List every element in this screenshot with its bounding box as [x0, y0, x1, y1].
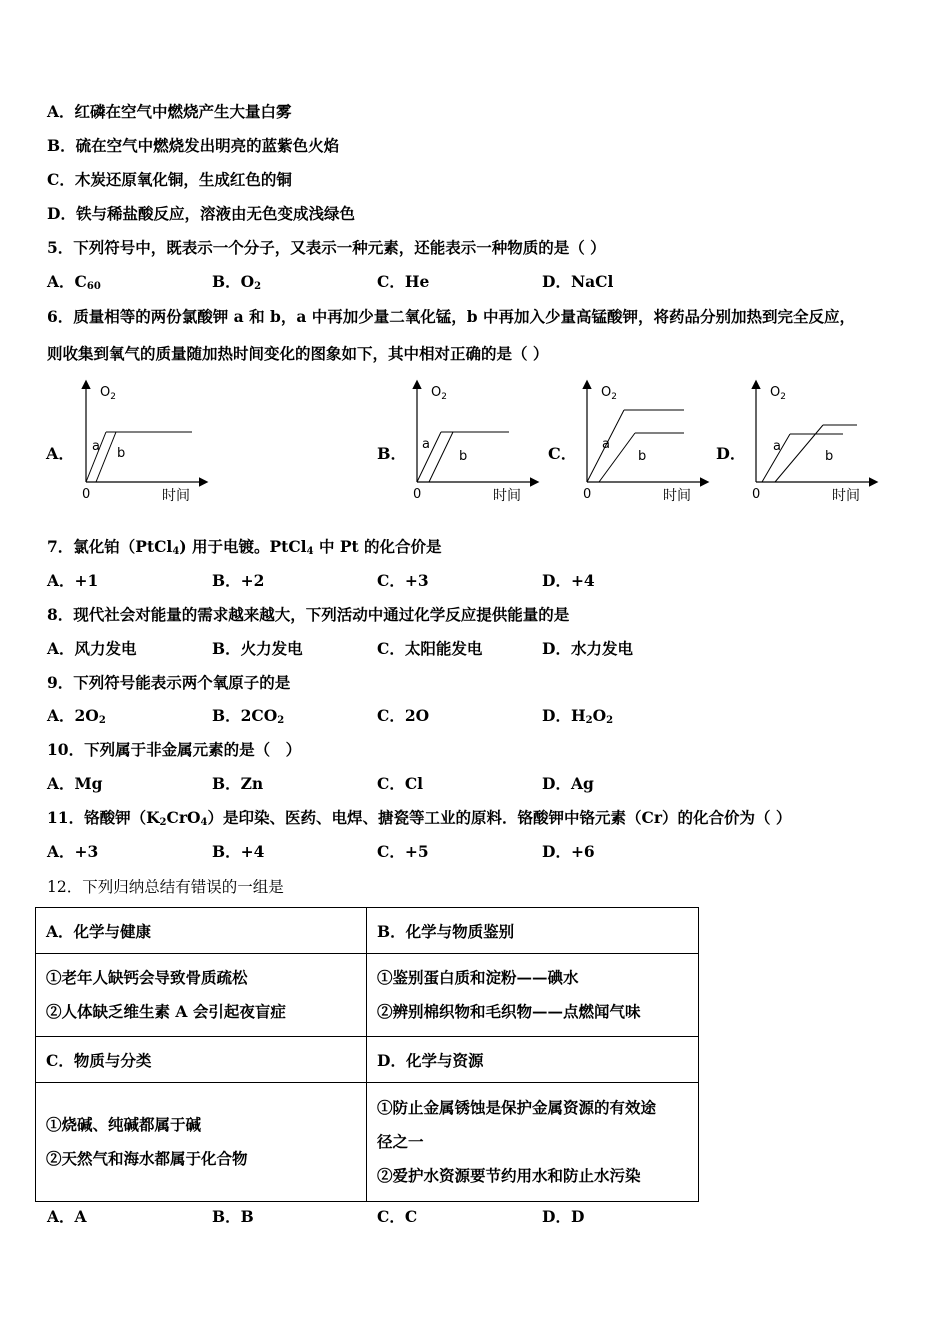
q12-option-c: C．C — [377, 1207, 418, 1226]
q11-option-b: B．+4 — [212, 842, 265, 861]
svg-text:O2: $O_2$ — [770, 385, 786, 402]
svg-text:O2: $O_2$ — [601, 385, 617, 402]
q6-label-a: A． — [46, 444, 75, 463]
q10-option-a: A．Mg — [47, 774, 103, 793]
q10-option-d: D．Ag — [542, 774, 594, 793]
svg-text:b: b — [825, 449, 834, 464]
q9-stem: 9．下列符号能表示两个氧原子的是 — [47, 673, 291, 692]
q12-option-a: A．A — [47, 1207, 87, 1226]
table-cell-a-body: ①老年人缺钙会导致骨质疏松 ②人体缺乏维生素 A 会引起夜盲症 — [36, 954, 367, 1037]
svg-text:0: 0 — [752, 487, 761, 502]
q8-option-a: A．风力发电 — [47, 639, 137, 658]
q9-option-b: B．$2CO_2$ — [212, 706, 285, 726]
q7-option-d: D．+4 — [542, 571, 595, 590]
svg-text:时间: 时间 — [162, 488, 190, 504]
q6-graph-b — [406, 378, 546, 512]
svg-text:时间: 时间 — [493, 488, 521, 504]
q9-option-c: C．2O — [377, 706, 430, 725]
table-cell-d-head: D．化学与资源 — [367, 1037, 699, 1083]
svg-text:a: a — [422, 437, 430, 452]
table-cell-d-body: ①防止金属锈蚀是保护金属资源的有效途 径之一 ②爱护水资源要节约用水和防止水污染 — [367, 1083, 699, 1202]
q10-option-b: B．Zn — [212, 774, 264, 793]
q6-stem-line1: 6．质量相等的两份氯酸钾 a 和 b，a 中再加少量二氧化锰，b 中再加入少量高锰酸钾，将药品分别加热到完全反应， — [47, 307, 856, 326]
table-cell-a-head: A．化学与健康 — [36, 908, 367, 954]
q6-graph-a — [75, 378, 215, 512]
q7-option-a: A．+1 — [47, 571, 99, 590]
q11-option-c: C．+5 — [377, 842, 429, 861]
table-cell-b-body: ①鉴别蛋白质和淀粉——碘水 ②辨别棉织物和毛织物——点燃闻气味 — [367, 954, 699, 1037]
table-cell-c-body: ①烧碱、纯碱都属于碱 ②天然气和海水都属于化合物 — [36, 1083, 367, 1202]
q12-stem: 12．下列归纳总结有错误的一组是 — [47, 878, 284, 896]
q11-option-d: D．+6 — [542, 842, 595, 861]
svg-text:O2: $O_2$ — [431, 385, 447, 402]
q4-option-c: C．木炭还原氧化铜，生成红色的铜 — [47, 170, 292, 189]
q7-option-b: B．+2 — [212, 571, 265, 590]
svg-text:b: b — [638, 449, 647, 464]
svg-text:a: a — [602, 437, 610, 452]
q4-option-b: B．硫在空气中燃烧发出明亮的蓝紫色火焰 — [47, 136, 340, 155]
q9-option-a: A．$2O_2$ — [47, 706, 106, 726]
svg-text:时间: 时间 — [832, 488, 860, 504]
q11-stem: 11．铬酸钾$(K_2CrO_4)$是印染、医药、电焊、搪瓷等工业的原料．铬酸钾中铬元素（Cr）的化合价为（ ） — [47, 808, 792, 828]
q12-summary-table — [35, 907, 699, 1202]
q8-option-c: C．太阳能发电 — [377, 639, 483, 658]
q12-option-d: D．D — [542, 1207, 585, 1226]
q6-label-b: B． — [377, 444, 407, 463]
q10-stem: 10．下列属于非金属元素的是（ ） — [47, 740, 302, 759]
q6-label-d: D． — [716, 444, 746, 463]
q10-option-c: C．Cl — [377, 774, 424, 793]
q5-option-c: C．He — [377, 272, 430, 291]
q11-option-a: A．+3 — [47, 842, 99, 861]
q5-option-b: B．$O_2$ — [212, 272, 262, 292]
svg-text:a: a — [92, 439, 100, 454]
svg-text:0: 0 — [413, 487, 422, 502]
svg-text:0: 0 — [82, 487, 91, 502]
q5-stem: 5．下列符号中，既表示一个分子，又表示一种元素，还能表示一种物质的是（ ） — [47, 238, 606, 257]
q6-stem-line2: 则收集到氧气的质量随加热时间变化的图象如下，其中相对正确的是（ ） — [47, 344, 549, 363]
q4-option-d: D．铁与稀盐酸反应，溶液由无色变成浅绿色 — [47, 204, 355, 223]
svg-text:b: b — [459, 449, 468, 464]
q7-option-c: C．+3 — [377, 571, 429, 590]
svg-text:O2: $O_2$ — [100, 385, 116, 402]
graph-b-curve-b — [429, 432, 453, 482]
svg-text:时间: 时间 — [663, 488, 691, 504]
svg-text:a: a — [773, 439, 781, 454]
table-cell-b-head: B．化学与物质鉴别 — [367, 908, 699, 954]
q6-label-c: C． — [548, 444, 577, 463]
table-cell-c-head: C．物质与分类 — [36, 1037, 367, 1083]
q5-option-d: D．NaCl — [542, 272, 614, 291]
q7-stem: 7．氯化铂（PtCl$_4$) 用于电镀。PtCl$_4$ 中 Pt 的化合价是 — [47, 537, 442, 557]
q12-option-b: B．B — [212, 1207, 254, 1226]
q5-option-a: A．$C_{60}$ — [47, 272, 101, 292]
q4-option-a: A．红磷在空气中燃烧产生大量白雾 — [47, 102, 292, 121]
q6-graph-d — [745, 378, 885, 512]
q8-stem: 8．现代社会对能量的需求越来越大，下列活动中通过化学反应提供能量的是 — [47, 605, 570, 624]
q8-option-d: D．水力发电 — [542, 639, 633, 658]
svg-text:0: 0 — [583, 487, 592, 502]
q9-option-d: D．$H_2O_2$ — [542, 706, 614, 726]
q6-graph-c — [576, 378, 716, 512]
q8-option-b: B．火力发电 — [212, 639, 303, 658]
svg-text:b: b — [117, 446, 126, 461]
